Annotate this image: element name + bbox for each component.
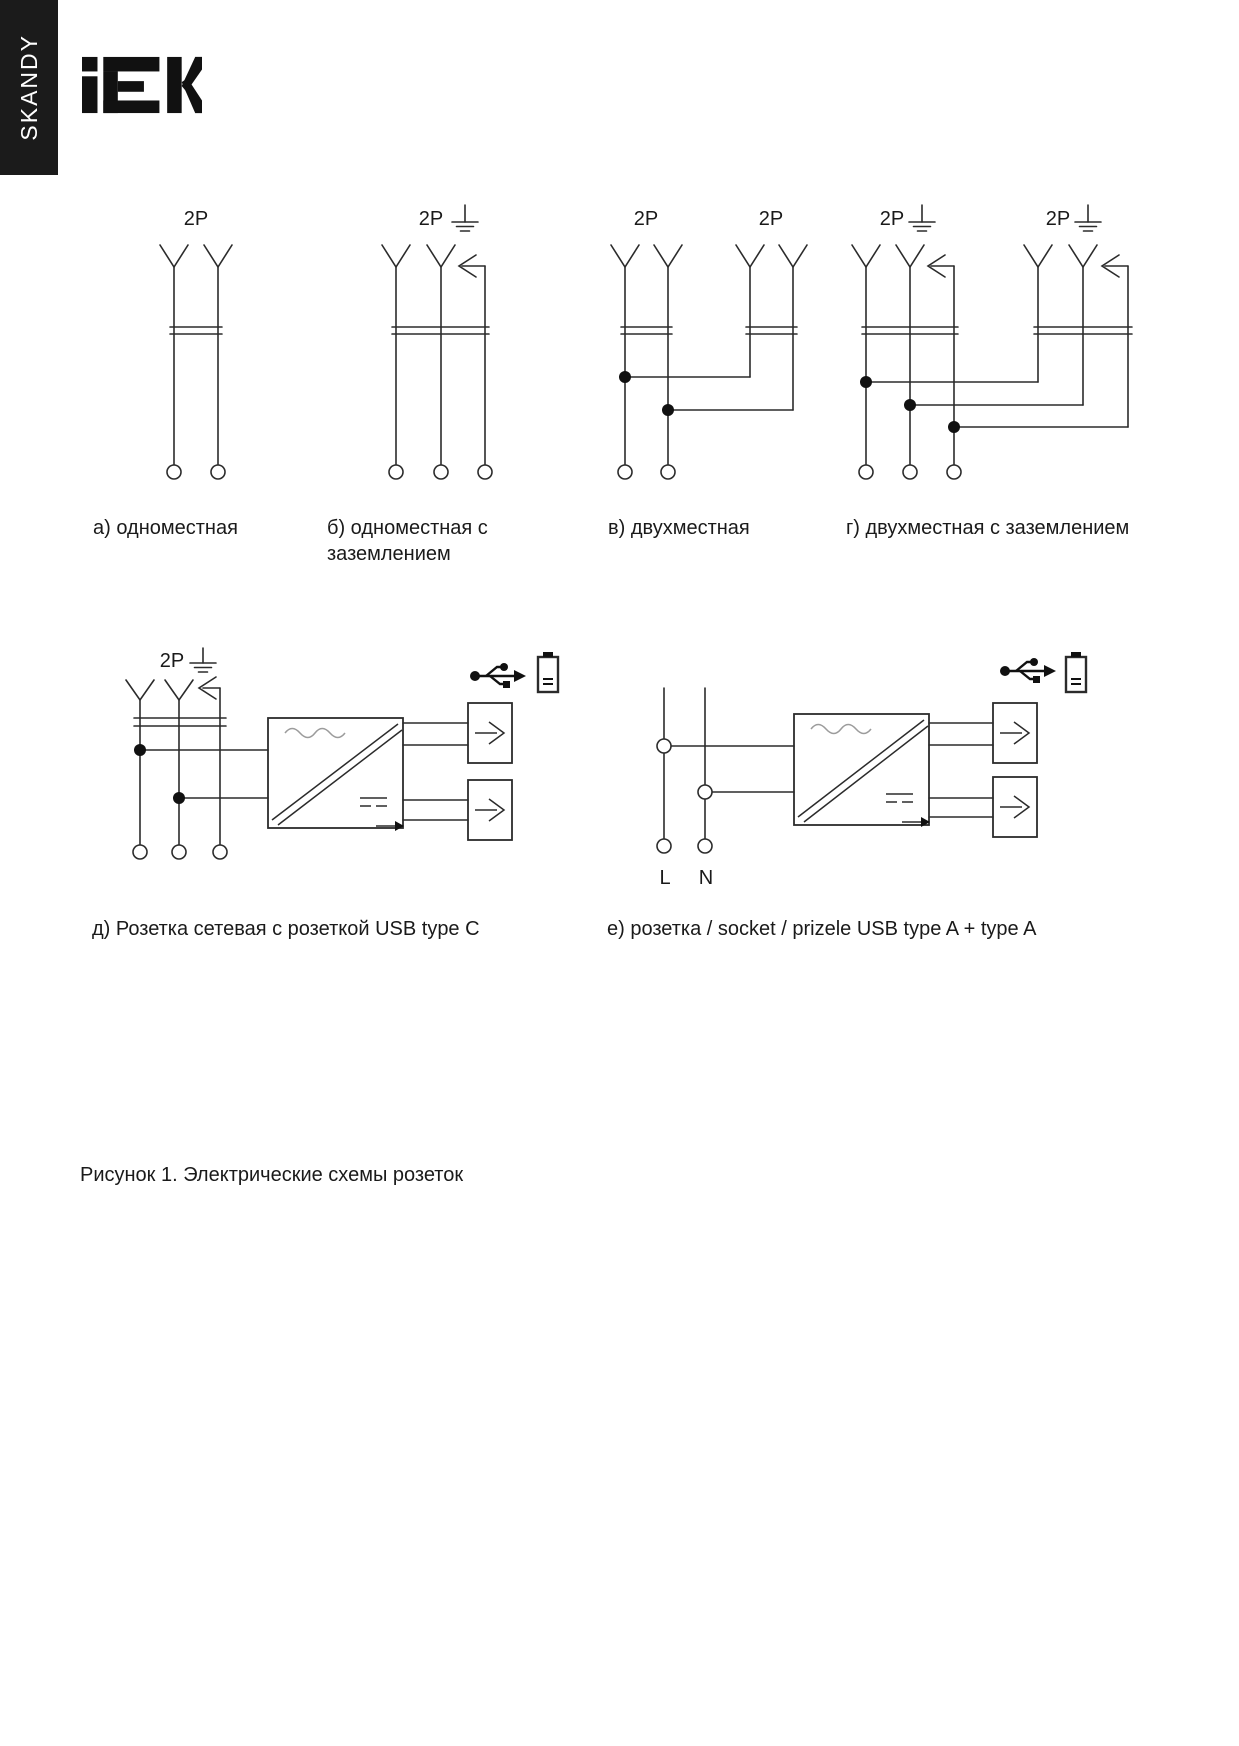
ground-icon [452, 205, 478, 231]
usb-icon [470, 663, 526, 688]
socket-body [170, 327, 222, 334]
ac-wave-symbol [285, 729, 345, 738]
pole-count-label: 2P [418, 208, 444, 230]
diagram-e-label: е) розетка / socket / prizele USB type A + type A [607, 918, 1037, 940]
usb-port-box [468, 780, 512, 840]
terminal [389, 465, 403, 479]
terminal [618, 465, 632, 479]
diagram-v-double-socket [580, 180, 840, 490]
ac-wave-symbol [811, 725, 871, 734]
terminal [211, 465, 225, 479]
dc-symbol [886, 794, 913, 802]
usb-port-box [993, 777, 1037, 837]
tap-node [657, 739, 671, 753]
socket-body [621, 327, 672, 334]
diagram-a-single-socket [130, 180, 262, 490]
dc-symbol [360, 798, 387, 806]
terminal [947, 465, 961, 479]
ground-icon [1075, 205, 1101, 231]
junction-dot [860, 376, 872, 388]
diagram-b-label-line2: заземлением [327, 543, 451, 565]
diagram-g-label: г) двухместная с заземлением [846, 517, 1130, 539]
terminal [478, 465, 492, 479]
terminal-label-l: L [659, 867, 671, 889]
terminal [167, 465, 181, 479]
pole-count-label: 2P [758, 208, 784, 230]
pole-count-label: 2P [183, 208, 209, 230]
diagram-d-label: д) Розетка сетевая с розеткой USB type C [92, 918, 480, 940]
usb-port-box [993, 703, 1037, 763]
junction-dot [173, 792, 185, 804]
battery-icon [538, 652, 558, 692]
socket-contact-forks [126, 680, 193, 700]
socket-contact-forks [382, 245, 455, 267]
iek-logo [82, 56, 202, 114]
side-banner [0, 0, 58, 175]
tap-node [698, 785, 712, 799]
terminal [172, 845, 186, 859]
diagram-g-double-socket-earthed [855, 180, 1155, 490]
terminal [213, 845, 227, 859]
figure-caption: Рисунок 1. Электрические схемы розеток [80, 1164, 464, 1186]
ground-icon [909, 205, 935, 231]
earth-pin-arrow [459, 255, 485, 277]
junction-dot [134, 744, 146, 756]
terminal [698, 839, 712, 853]
side-banner-label: SKANDY [15, 34, 42, 141]
socket-contact-forks [611, 245, 807, 267]
terminal [133, 845, 147, 859]
diagram-b-label [327, 515, 488, 567]
terminal [657, 839, 671, 853]
earth-pin-arrow [199, 677, 220, 699]
ac-dc-converter [268, 718, 404, 831]
terminal [434, 465, 448, 479]
socket-contact-forks [160, 245, 232, 267]
diagram-e-socket-usb-a [640, 640, 1095, 892]
junction-dot [662, 404, 674, 416]
pole-count-label: 2P [159, 650, 185, 672]
diagram-d-socket-usb-c [118, 640, 568, 875]
usb-port-box [468, 703, 512, 763]
socket-contact-forks [852, 245, 1097, 267]
ground-icon [190, 648, 216, 672]
earth-pin-arrow [1102, 255, 1128, 277]
pole-count-label: 2P [1045, 208, 1071, 230]
socket-body [746, 327, 797, 334]
diagram-b-single-socket-earthed [350, 180, 510, 490]
diagram-b-label-line1: б) одноместная с [327, 517, 488, 539]
terminal [661, 465, 675, 479]
earth-pin-arrow [928, 255, 954, 277]
junction-dot [619, 371, 631, 383]
junction-dot [904, 399, 916, 411]
diagram-a-label: а) одноместная [93, 517, 238, 539]
diagram-v-label: в) двухместная [608, 517, 750, 539]
pole-count-label: 2P [633, 208, 659, 230]
battery-icon [1066, 652, 1086, 692]
socket-body [134, 718, 226, 726]
usb-icon [1000, 658, 1056, 683]
terminal [903, 465, 917, 479]
pole-count-label: 2P [879, 208, 905, 230]
converter-arrow [376, 821, 404, 831]
ac-dc-converter [794, 714, 930, 827]
junction-dot [948, 421, 960, 433]
iek-logo-icon [82, 56, 202, 114]
terminal [859, 465, 873, 479]
terminal-label-n: N [698, 867, 714, 889]
